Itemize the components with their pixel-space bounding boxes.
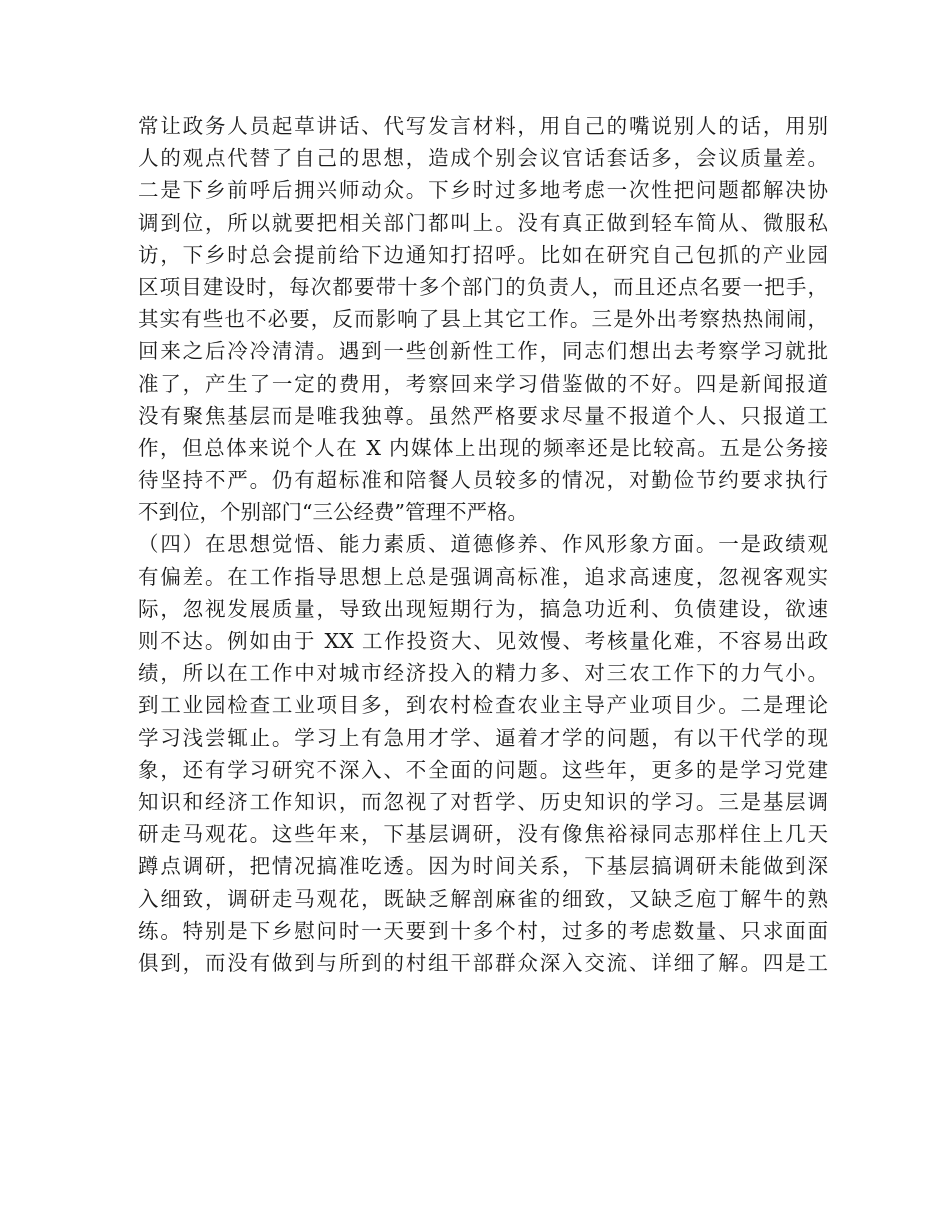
- text-line: 常让政务人员起草讲话、代写发言材料，用自己的嘴说别人的话，用别: [138, 114, 828, 138]
- text-line: 没有聚焦基层而是唯我独尊。虽然严格要求尽量不报道个人、只报道工: [138, 403, 828, 428]
- text-line: 则不达。例如由于 XX 工作投资大、见效慢、考核量化难，不容易出政: [138, 629, 828, 653]
- text-line: 研走马观花。这些年来，下基层调研，没有像焦裕禄同志那样住上几天: [138, 822, 828, 847]
- text-line: 作，但总体来说个人在 X 内媒体上出现的频率还是比较高。五是公务接: [138, 435, 828, 460]
- text-line: 练。特别是下乡慰问时一天要到十多个村，过多的考虑数量、只求面面: [138, 918, 828, 943]
- text-line: 调到位，所以就要把相关部门都叫上。没有真正做到轻车简从、微服私: [138, 210, 828, 235]
- text-line: 访，下乡时总会提前给下边通知打招呼。比如在研究自己包抓的产业园: [138, 242, 828, 267]
- text-line: 绩，所以在工作中对城市经济投入的精力多、对三农工作下的力气小。: [138, 661, 828, 686]
- text-line: 象，还有学习研究不深入、不全面的问题。这些年，更多的是学习党建: [138, 757, 828, 782]
- text-line: 回来之后冷冷清清。遇到一些创新性工作，同志们想出去考察学习就批: [138, 339, 828, 364]
- text-line: 人的观点代替了自己的思想，造成个别会议官话套话多，会议质量差。: [138, 146, 828, 171]
- text-line: 区项目建设时，每次都要带十多个部门的负责人，而且还点名要一把手，: [138, 274, 828, 299]
- text-line: 知识和经济工作知识，而忽视了对哲学、历史知识的学习。三是基层调: [138, 789, 828, 814]
- text-line: 到工业园检查工业项目多，到农村检查农业主导产业项目少。二是理论: [138, 693, 828, 718]
- text-line: 其实有些也不必要，反而影响了县上其它工作。三是外出考察热热闹闹，: [138, 307, 828, 332]
- text-line: （四）在思想觉悟、能力素质、道德修养、作风形象方面。一是政绩观: [138, 532, 828, 557]
- text-line: 学习浅尝辄止。学习上有急用才学、逼着才学的问题，有以干代学的现: [138, 725, 828, 750]
- body-text: [138, 110, 828, 979]
- text-line: 入细致，调研走马观花，既缺乏解剖麻雀的细致，又缺乏庖丁解牛的熟: [138, 886, 828, 911]
- text-line: 有偏差。在工作指导思想上总是强调高标准，追求高速度，忽视客观实: [138, 564, 828, 589]
- text-line: 不到位，个别部门“三公经费”管理不严格。: [138, 500, 528, 525]
- text-line: 二是下乡前呼后拥兴师动众。下乡时过多地考虑一次性把问题都解决协: [138, 178, 828, 203]
- text-line: 俱到，而没有做到与所到的村组干部群众深入交流、详细了解。四是工: [138, 950, 828, 975]
- text-line: 待坚持不严。仍有超标准和陪餐人员较多的情况，对勤俭节约要求执行: [138, 468, 828, 493]
- text-line: 际，忽视发展质量，导致出现短期行为，搞急功近利、负债建设，欲速: [138, 596, 828, 621]
- text-line: 准了，产生了一定的费用，考察回来学习借鉴做的不好。四是新闻报道: [138, 371, 828, 396]
- text-line: 蹲点调研，把情况搞准吃透。因为时间关系，下基层搞调研未能做到深: [138, 854, 828, 879]
